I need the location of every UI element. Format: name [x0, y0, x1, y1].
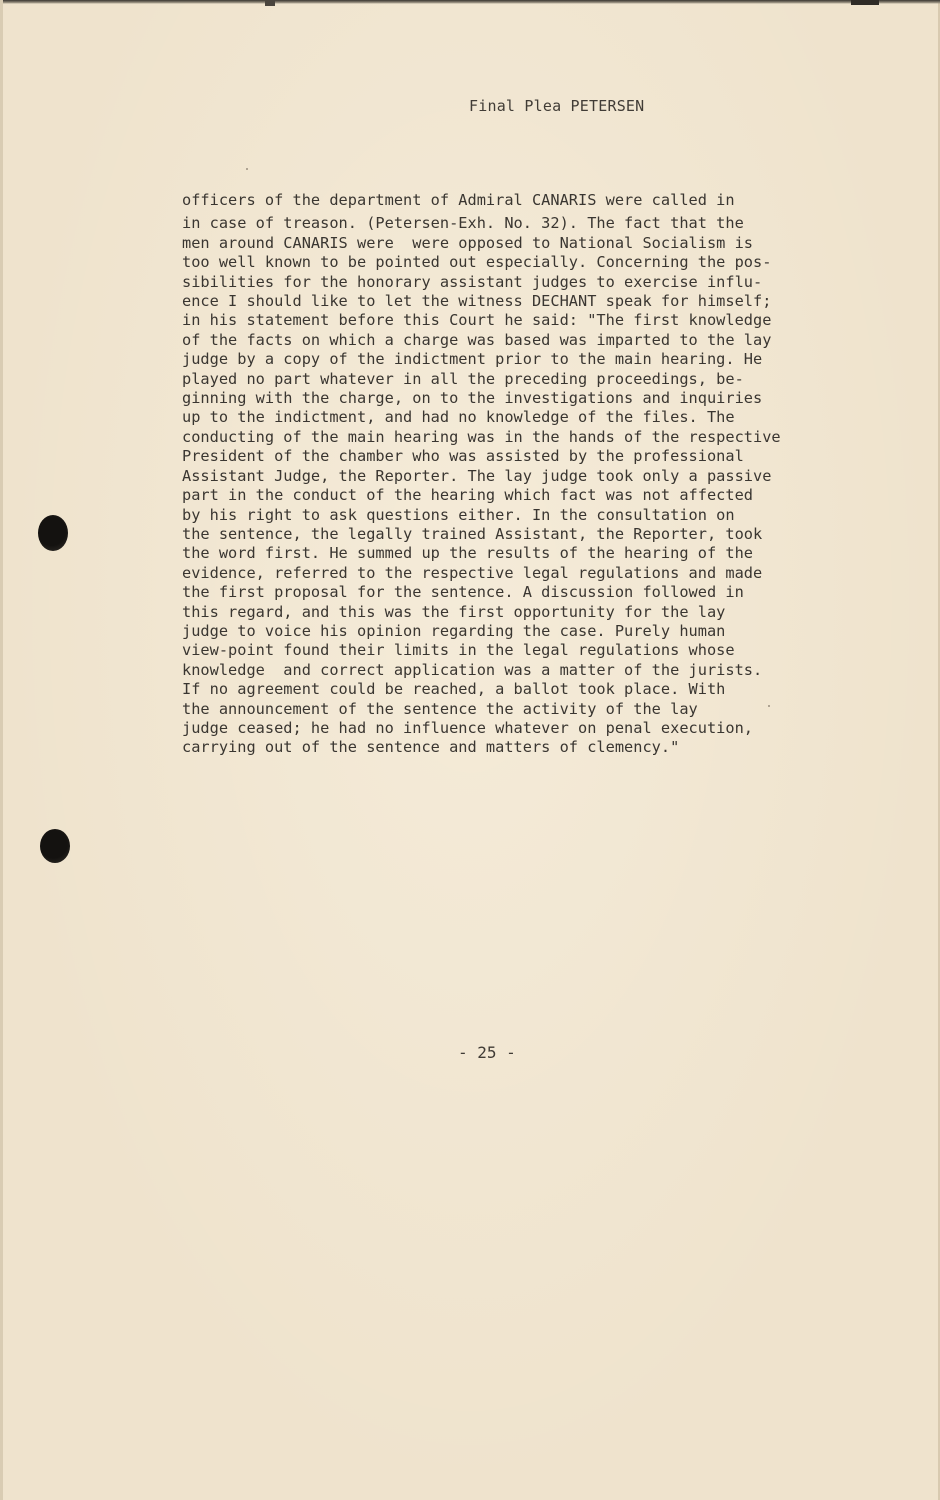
top-edge-mark	[265, 0, 275, 6]
text-line: men around CANARIS were were opposed to National Socialism is	[182, 233, 753, 252]
text-line: this regard, and this was the first opportunity for the lay	[182, 602, 726, 621]
document-header: Final Plea PETERSEN	[469, 97, 645, 115]
text-line: ginning with the charge, on to the investigations and inquiries	[182, 389, 763, 408]
text-line: played no part whatever in all the preceding proceedings, be-	[182, 369, 744, 388]
page-top-edge	[3, 0, 940, 4]
text-line: the sentence, the legally trained Assistant, the Reporter, took	[182, 524, 763, 543]
text-line: carrying out of the sentence and matters of clemency."	[182, 738, 680, 757]
text-line: up to the indictment, and had no knowledge of the files. The	[182, 408, 735, 427]
text-line: view-point found their limits in the legal regulations whose	[182, 641, 735, 660]
text-line: officers of the department of Admiral CANARIS were called in	[182, 191, 735, 209]
text-line: the announcement of the sentence the activity of the lay	[182, 699, 698, 718]
text-line: part in the conduct of the hearing which fact was not affected	[182, 486, 753, 505]
text-line: judge ceased; he had no influence whatever on penal execution,	[182, 718, 753, 737]
text-line: judge to voice his opinion regarding the case. Purely human	[182, 621, 726, 640]
body-paragraph	[182, 191, 822, 758]
text-line: too well known to be pointed out especially. Concerning the pos-	[182, 253, 772, 272]
text-line: Assistant Judge, the Reporter. The lay judge took only a passive	[182, 466, 772, 485]
text-line: conducting of the main hearing was in the hands of the respective	[182, 427, 781, 446]
text-line: in his statement before this Court he said: "The first knowledge	[182, 311, 772, 330]
text-line: evidence, referred to the respective legal regulations and made	[182, 563, 763, 582]
page-number: - 25 -	[458, 1043, 516, 1062]
text-line: judge by a copy of the indictment prior to the main hearing. He	[182, 350, 763, 369]
top-edge-mark	[851, 0, 879, 5]
paper-speck	[246, 168, 248, 170]
text-line: sibilities for the honorary assistant judges to exercise influ-	[182, 272, 763, 291]
text-line: ence I should like to let the witness DECHANT speak for himself;	[182, 292, 772, 311]
text-line: knowledge and correct application was a matter of the jurists.	[182, 660, 763, 679]
text-line: If no agreement could be reached, a ballot took place. With	[182, 680, 726, 699]
text-line: the word first. He summed up the results of the hearing of the	[182, 544, 753, 563]
text-line: the first proposal for the sentence. A discussion followed in	[182, 583, 744, 602]
text-line: President of the chamber who was assisted by the professional	[182, 447, 744, 466]
text-line: by his right to ask questions either. In the consultation on	[182, 505, 735, 524]
text-line: in case of treason. (Petersen-Exh. No. 32). The fact that the	[182, 214, 744, 233]
punch-hole	[38, 515, 68, 551]
punch-hole	[40, 829, 70, 863]
text-line: of the facts on which a charge was based was imparted to the lay	[182, 330, 772, 349]
